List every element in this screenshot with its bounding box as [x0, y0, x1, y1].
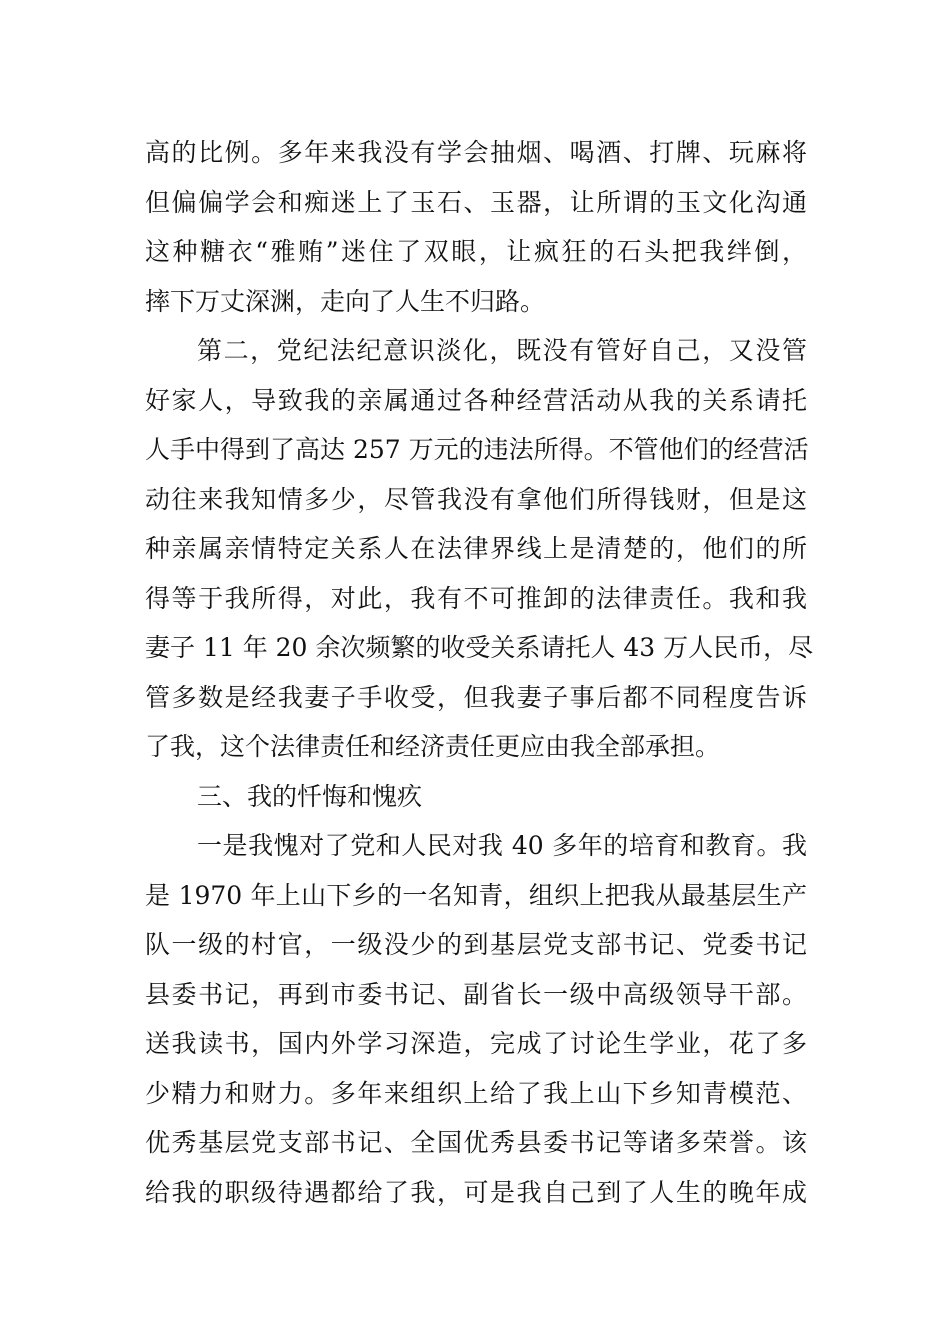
text-line: 队一级的村官，一级没少的到基层党支部书记、党委书记	[145, 930, 807, 959]
text-line: 第二，党纪法纪意识淡化，既没有管好自己，又没管	[197, 336, 807, 365]
text-line: 县委书记，再到市委书记、副省长一级中高级领导干部。	[145, 979, 807, 1009]
text-line: 优秀基层党支部书记、全国优秀县委书记等诸多荣誉。该	[145, 1128, 807, 1157]
text-line: 三、我的忏悔和愧疚	[197, 781, 423, 811]
text-line: 少精力和财力。多年来组织上给了我上山下乡知青模范、	[145, 1078, 807, 1108]
text-line: 一是我愧对了党和人民对我 40 多年的培育和教育。我	[197, 831, 807, 860]
text-line: 人手中得到了高达 257 万元的违法所得。不管他们的经营活	[145, 435, 809, 464]
text-line: 好家人，导致我的亲属通过各种经营活动从我的关系请托	[145, 385, 807, 415]
text-line: 了我，这个法律责任和经济责任更应由我全部承担。	[145, 732, 721, 761]
text-line: 送我读书，国内外学习深造，完成了讨论生学业，花了多	[145, 1029, 807, 1058]
text-line: 妻子 11 年 20 余次频繁的收受关系请托人 43 万人民币，尽	[145, 633, 814, 662]
document-body	[145, 128, 814, 1217]
text-line: 高的比例。多年来我没有学会抽烟、喝酒、打牌、玩麻将	[145, 138, 807, 167]
text-line: 管多数是经我妻子手收受，但我妻子事后都不同程度告诉	[145, 682, 807, 712]
text-line: 摔下万丈深渊，走向了人生不归路。	[145, 286, 546, 316]
text-line: 但偏偏学会和痴迷上了玉石、玉器，让所谓的玉文化沟通	[145, 187, 807, 217]
text-line: 这种糖衣“雅贿”迷住了双眼，让疯狂的石头把我绊倒，	[145, 237, 807, 266]
text-line: 给我的职级待遇都给了我，可是我自己到了人生的晚年成	[145, 1177, 807, 1207]
text-line: 动往来我知情多少，尽管我没有拿他们所得钱财，但是这	[145, 484, 807, 514]
text-line: 得等于我所得，对此，我有不可推卸的法律责任。我和我	[145, 583, 807, 613]
text-line: 是 1970 年上山下乡的一名知青，组织上把我从最基层生产	[145, 880, 807, 910]
text-line: 种亲属亲情特定关系人在法律界线上是清楚的，他们的所	[145, 534, 807, 563]
